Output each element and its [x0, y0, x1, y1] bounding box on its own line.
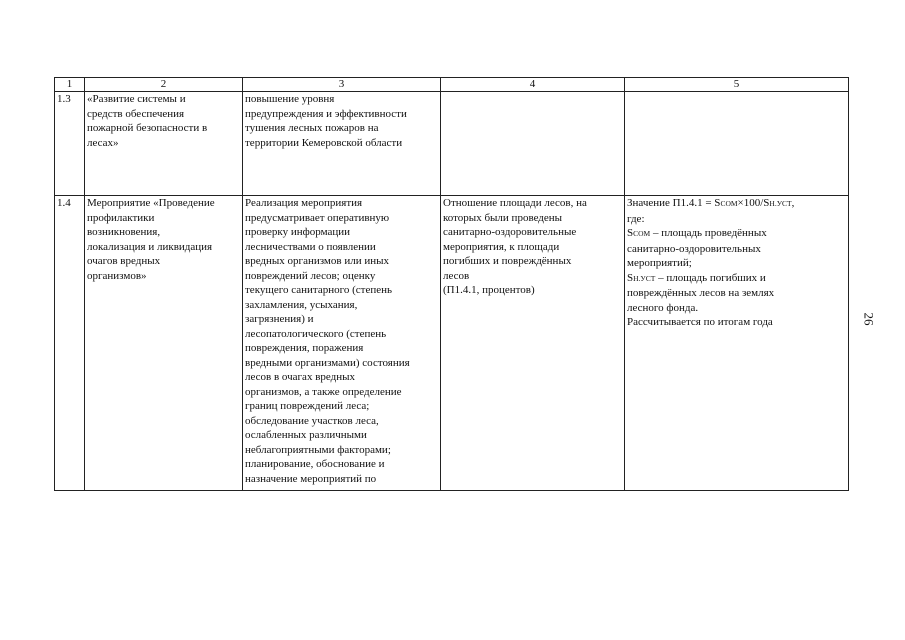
row-description: повышение уровня предупреждения и эффективности тушения лесных пожаров на территории Кемеровской области — [243, 92, 441, 196]
header-cell-3: 3 — [243, 78, 441, 92]
definition-subscript: СОМ — [633, 229, 651, 238]
page-number: 26 — [861, 312, 877, 326]
formula-subscript: Н.УСТ — [769, 199, 792, 208]
definition-symbol: S — [627, 227, 634, 239]
row-title: Мероприятие «Проведение профилактики возникновения, локализация и ликвидация очагов вредных организмов» — [85, 196, 243, 491]
definition-symbol: S — [627, 271, 634, 284]
table-header-row — [55, 78, 849, 92]
table-row — [55, 92, 849, 196]
header-cell-4: 4 — [441, 78, 625, 92]
formula-middle: ×100/S — [737, 197, 770, 209]
document-table — [54, 77, 849, 491]
row-title: «Развитие системы и средств обеспечения пожарной безопасности в лесах» — [85, 92, 243, 196]
row-number: 1.4 — [55, 196, 85, 491]
definition-subscript: Н.УСТ — [633, 273, 656, 283]
row-number: 1.3 — [55, 92, 85, 196]
formula-subscript: СОМ — [720, 199, 738, 208]
header-cell-1: 1 — [55, 78, 85, 92]
row-indicator: Отношение площади лесов, на которых были проведены санитарно-оздоровительные мероприятия, к площади погибших и повреждённых лесов (П1.4.1, процентов) — [441, 196, 625, 491]
row-indicator — [441, 92, 625, 196]
formula-prefix: Значение П1.4.1 = S — [627, 197, 721, 209]
row-formula — [625, 92, 849, 196]
formula-suffix: , — [791, 197, 795, 209]
header-cell-2: 2 — [85, 78, 243, 92]
row-description: Реализация мероприятия предусматривает оперативную проверку информации лесничествами о появлении вредных организмов или иных повреждений лесов; оценку текущего санитарного (степень захламления, усыхания, загрязнения) и лесопатологического (степень повреждения, поражения вредными организмами) состояния лесов в очагах вредных организмов, а также определение границ повреждений леса; обследование участков леса, ослабленных различными неблагоприятными факторами; планирование, обоснование и назначение мероприятий по — [243, 196, 441, 491]
header-cell-5: 5 — [625, 78, 849, 92]
definition-text: – площадь погибших и повреждённых лесов на землях лесного фонда. — [627, 271, 775, 314]
calculation-note: Рассчитывается по итогам года — [627, 316, 773, 328]
formula-where: где: — [627, 212, 645, 225]
definition-text: – площадь проведённых санитарно-оздоровительных мероприятий; — [627, 227, 767, 269]
table-row — [55, 196, 849, 491]
row-formula — [625, 196, 849, 491]
